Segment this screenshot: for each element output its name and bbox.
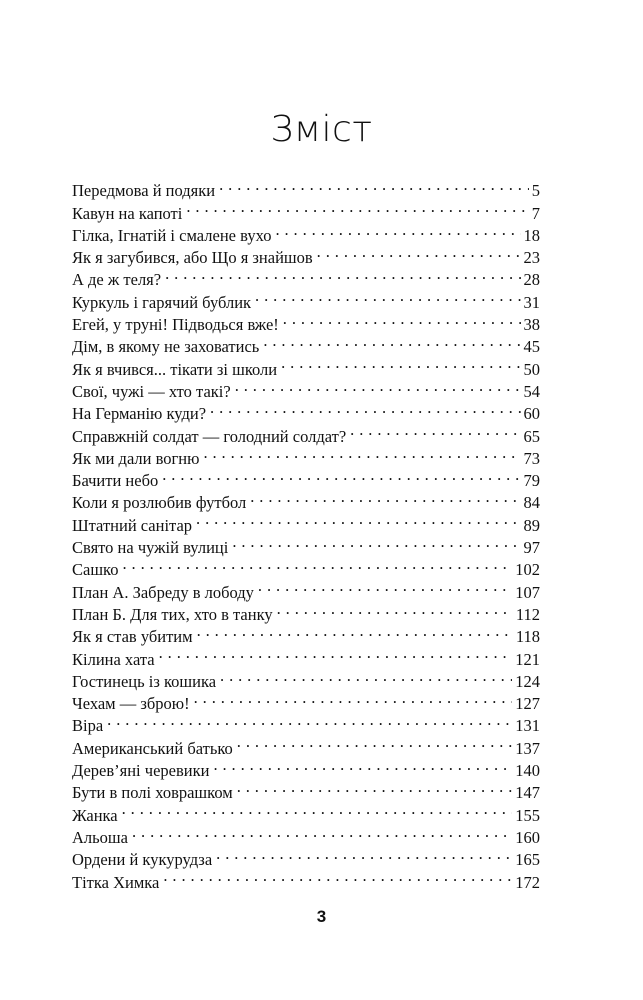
toc-entry-page: 127 [512,693,540,715]
toc-entry-page: 118 [513,626,540,648]
toc-entry-title: На Германію куди? [72,403,210,425]
toc-entry-title: Бути в полі ховрашком [72,782,237,804]
toc-entry-title: Жанка [72,805,122,827]
toc-entry-page: 112 [513,604,540,626]
dot-leader [159,642,513,664]
toc-entry-title: Американський батько [72,738,237,760]
toc-entry-page: 5 [529,180,540,202]
dot-leader [122,553,512,575]
toc-entry-title: Віра [72,715,107,737]
toc-entry-title: Справжній солдат — голодний солдат? [72,426,350,448]
toc-entry-page: 160 [512,827,540,849]
toc-entry-title: Як я став убитим [72,626,197,648]
toc-entry-title: Передмова й подяки [72,180,219,202]
toc-entry-title: Куркуль і гарячий бублик [72,292,255,314]
toc-entry-title: Бачити небо [72,470,162,492]
dot-leader [194,687,513,709]
toc-entry-page: 137 [512,738,540,760]
page-number: 3 [316,907,327,926]
toc-entry-title: Чехам — зброю! [72,693,194,715]
toc-entry-page: 65 [521,426,541,448]
dot-leader [210,397,520,419]
toc-entry-title: Кавун на капоті [72,203,186,225]
dot-leader [235,375,521,397]
toc-entry-page: 84 [521,492,541,514]
dot-leader [258,575,512,597]
dot-leader [255,285,520,307]
dot-leader [196,508,520,530]
toc-entry-page: 121 [512,649,540,671]
toc-entry-page: 102 [512,559,540,581]
dot-leader [186,196,528,218]
toc-entry-page: 124 [512,671,540,693]
toc-entry [72,843,540,870]
toc-entry-page: 60 [521,403,541,425]
dot-leader [165,263,520,285]
toc-entry-title: Коли я розлюбив футбол [72,492,250,514]
dot-leader [277,598,513,620]
dot-leader [216,843,512,865]
toc-entry-title: Дерев’яні черевики [72,760,213,782]
toc-entry-page: 172 [512,872,540,894]
toc-entry-title: Гостинець із кошика [72,671,220,693]
toc-entry-title: Егей, у труні! Підводься вже! [72,314,283,336]
dot-leader [317,241,521,263]
table-of-contents [72,174,540,892]
toc-entry-title: Як я загубився, або Що я знайшов [72,247,317,269]
toc-entry-title: А де ж теля? [72,269,165,291]
toc-entry-title: Альоша [72,827,132,849]
toc-entry-title: Свої, чужі — хто такі? [72,381,235,403]
dot-leader [163,865,512,887]
toc-entry-page: 23 [521,247,541,269]
toc-entry [72,821,540,847]
page-title: Зміст [270,109,373,151]
toc-entry-title: Дім, в якому не заховатись [72,336,263,358]
toc-entry-title: Як ми дали вогню [72,448,203,470]
dot-leader [281,352,520,374]
dot-leader [197,620,513,642]
dot-leader [232,531,520,553]
dot-leader [122,798,513,820]
dot-leader [219,174,529,196]
dot-leader [107,709,512,731]
toc-entry-page: 7 [529,203,540,225]
dot-leader [162,464,520,486]
toc-entry-page: 38 [521,314,541,336]
toc-entry-page: 18 [521,225,541,247]
toc-entry-page: 165 [512,849,540,871]
toc-entry-title: Тітка Химка [72,872,163,894]
dot-leader [263,330,520,352]
dot-leader [220,665,512,687]
toc-entry [72,553,540,580]
toc-entry-title: Ордени й кукурудза [72,849,216,871]
toc-entry-page: 79 [521,470,541,492]
toc-entry-page: 54 [521,381,541,403]
dot-leader [350,419,520,441]
dot-leader [203,442,520,464]
toc-entry [72,731,540,758]
dot-leader [237,776,513,798]
dot-leader [283,308,521,330]
dot-leader [132,821,512,843]
toc-entry-title: Як я вчився... тікати зі школи [72,359,281,381]
toc-entry-title: Свято на чужій вулиці [72,537,232,559]
toc-entry-page: 73 [521,448,541,470]
toc-entry-page: 97 [521,537,541,559]
toc-entry-title: План Б. Для тих, хто в танку [72,604,277,626]
toc-entry [72,798,540,825]
toc-entry-title: Сашко [72,559,122,581]
dot-leader [237,731,512,753]
toc-entry-page: 155 [512,805,540,827]
toc-entry-title: Кілина хата [72,649,159,671]
dot-leader [250,486,520,508]
toc-entry [72,174,540,201]
toc-entry-title: Гілка, Ігнатій і смалене вухо [72,225,275,247]
toc-entry-page: 140 [512,760,540,782]
toc-entry-title: Штатний санітар [72,515,196,537]
toc-entry [72,709,540,736]
toc-entry-title: План А. Забреду в лободу [72,582,258,604]
toc-entry-page: 131 [512,715,540,737]
toc-entry-page: 89 [521,515,541,537]
dot-leader [213,754,512,776]
dot-leader [275,219,520,241]
toc-entry-page: 50 [521,359,541,381]
toc-entry-page: 28 [521,269,541,291]
toc-entry [72,575,540,602]
toc-entry-page: 45 [521,336,541,358]
toc-entry-page: 147 [512,782,540,804]
toc-entry-page: 31 [521,292,541,314]
toc-entry-page: 107 [512,582,540,604]
